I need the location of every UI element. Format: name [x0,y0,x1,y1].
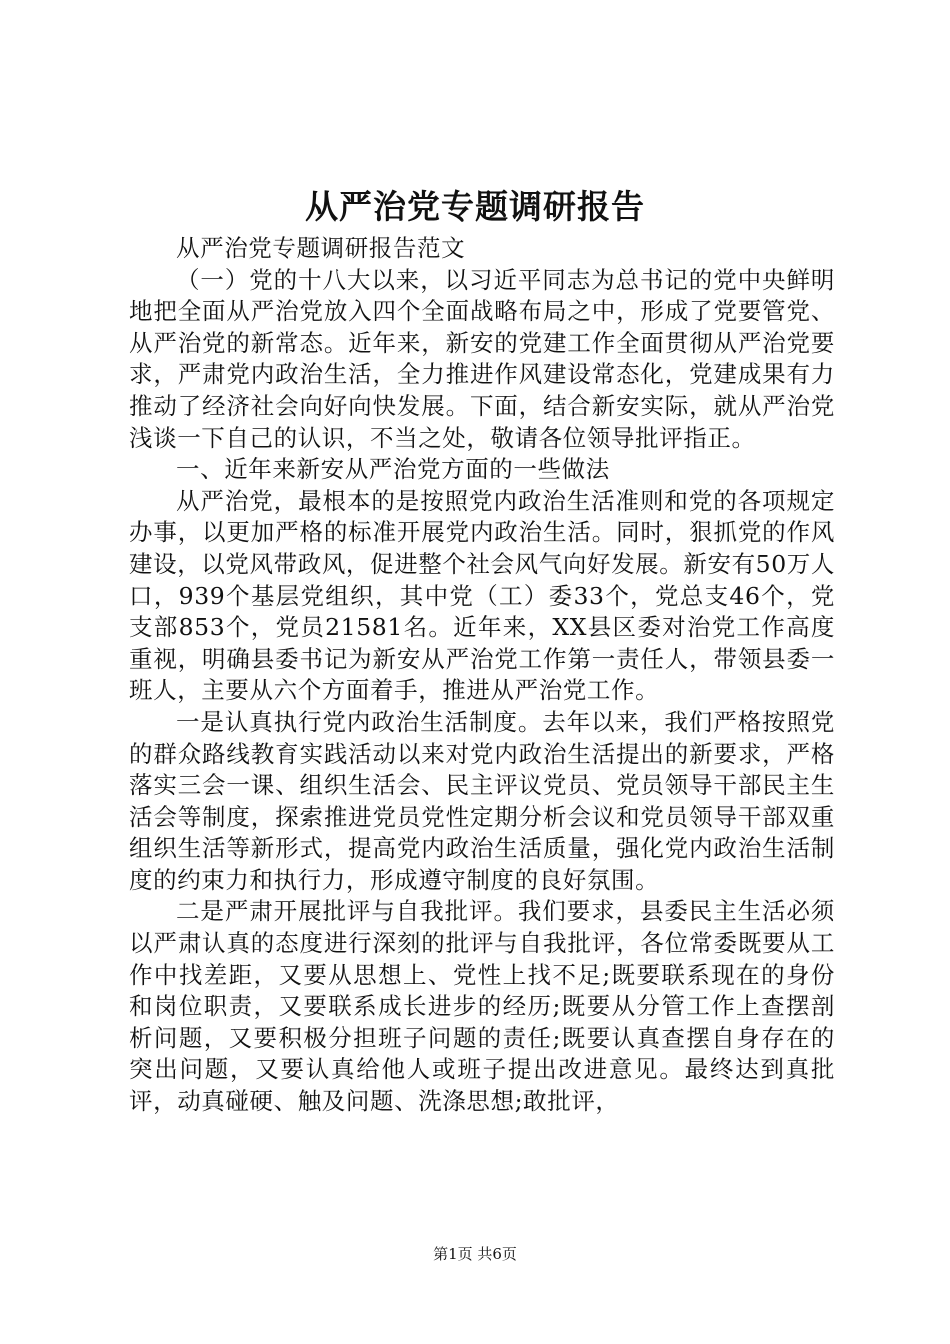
subtitle-paragraph: 从严治党专题调研报告范文 [176,234,466,262]
section-heading: 一、近年来新安从严治党方面的一些做法 [176,455,610,484]
body-paragraph: （一）党的十八大以来，以习近平同志为总书记的党中央鲜明地把全面从严治党放入四个全面战略布局之中，形成了党要管党、从严治党的新常态。近年来，新安的党建工作全面贯彻从严治党要求，严肃党内政治生活，全力推进作风建设常态化，党建成果有力推动了经济社会向好向快发展。下面，结合新安实际，就从严治党浅谈一下自己的认识，不当之处，敬请各位领导批评指正。 [129,265,835,452]
document-title: 从严治党专题调研报告 [305,187,645,226]
page-footer: 第1页 共6页 [433,1245,517,1263]
document-body [129,233,835,1118]
body-paragraph: 从严治党，最根本的是按照党内政治生活准则和党的各项规定办事，以更加严格的标准开展党内政治生活。同时，狠抓党的作风建设，以党风带政风，促进整个社会风气向好发展。新安有50万人口，939个基层党组织，其中党（工）委33个，党总支46个，党支部853个，党员21581名。近年来，XX县区委对治党工作高度重视，明确县委书记为新安从严治党工作第一责任人，带领县委一班人，主要从六个方面着手，推进从严治党工作。 [129,486,835,705]
body-paragraph: 一是认真执行党内政治生活制度。去年以来，我们严格按照党的群众路线教育实践活动以来对党内政治生活提出的新要求，严格落实三会一课、组织生活会、民主评议党员、党员领导干部民主生活会等制度，探索推进党员党性定期分析会议和党员领导干部双重组织生活等新形式，提高党内政治生活质量，强化党内政治生活制度的约束力和执行力，形成遵守制度的良好氛围。 [129,707,835,894]
body-paragraph: 二是严肃开展批评与自我批评。我们要求，县委民主生活必须以严肃认真的态度进行深刻的批评与自我批评，各位常委既要从工作中找差距，又要从思想上、党性上找不足;既要联系现在的身份和岗位职责，又要联系成长进步的经历;既要从分管工作上查摆剖析问题，又要积极分担班子问题的责任;既要认真查摆自身存在的突出问题，又要认真给他人或班子提出改进意见。最终达到真批评，动真碰硬、触及问题、洗涤思想;敢批评， [129,897,835,1116]
